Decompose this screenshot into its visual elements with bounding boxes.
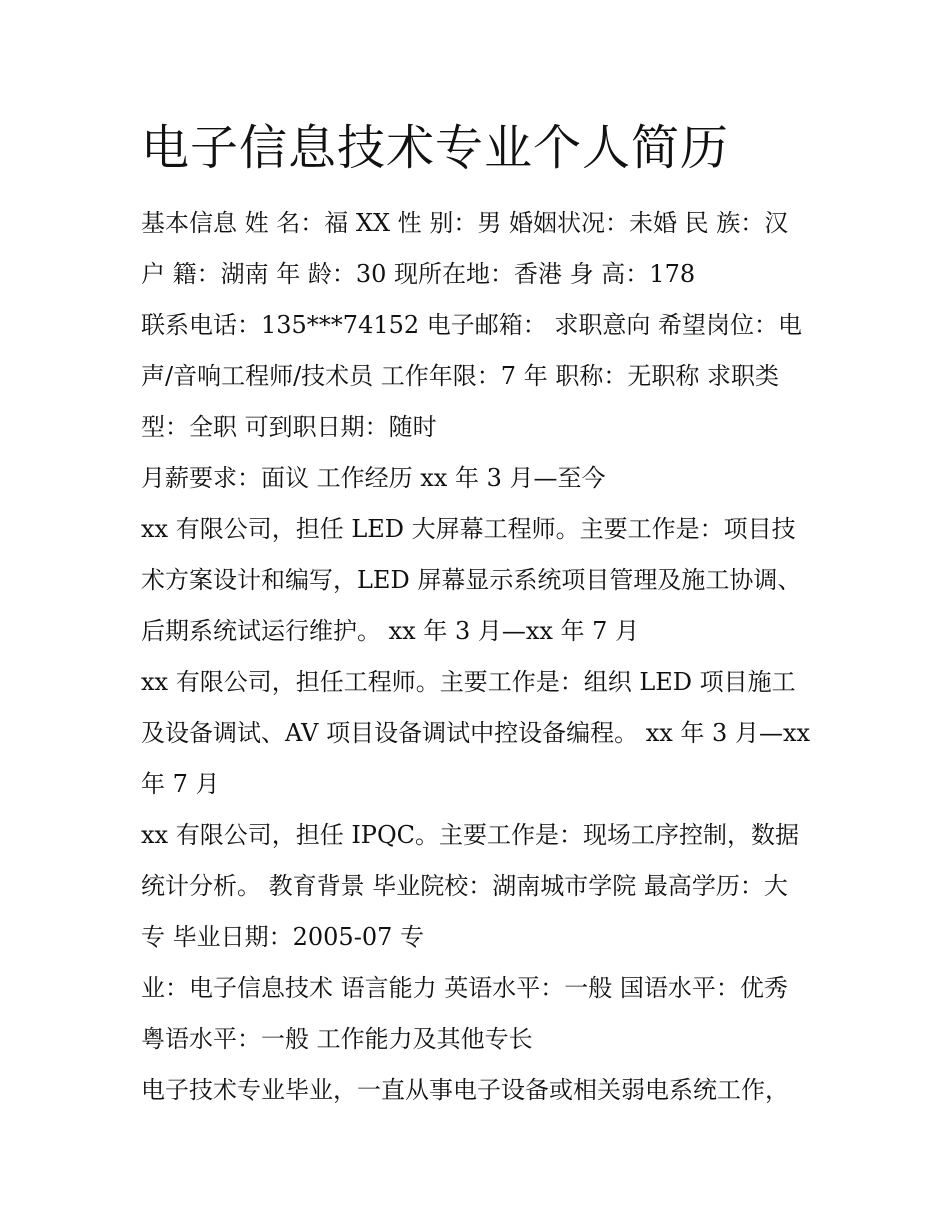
- text-line-experience-1-end: 后期系统试运行维护。 xx 年 3 月—xx 年 7 月: [141, 617, 640, 645]
- page-title: 电子信息技术专业个人简历: [141, 120, 730, 176]
- text-line-basic-info: 基本信息 姓 名：福 XX 性 别：男 婚姻状况：未婚 民 族：汉: [141, 209, 789, 237]
- text-line-experience-2-end: 年 7 月: [141, 770, 220, 798]
- text-line-summary: 电子技术专业毕业，一直从事电子设备或相关弱电系统工作，: [141, 1076, 789, 1104]
- text-line-job-type: 型：全职 可到职日期：随时: [141, 413, 437, 441]
- text-line-experience-2: xx 有限公司，担任工程师。主要工作是：组织 LED 项目施工: [141, 668, 796, 696]
- text-line-salary: 月薪要求：面议 工作经历 xx 年 3 月—至今: [141, 464, 606, 492]
- text-line-contact: 联系电话：135***74152 电子邮箱： 求职意向 希望岗位：电: [141, 311, 803, 339]
- text-line-experience-2-cont: 及设备调试、AV 项目设备调试中控设备编程。 xx 年 3 月—xx: [141, 719, 811, 747]
- resume-body: [141, 198, 841, 1116]
- text-line-graduation: 专 毕业日期：2005-07 专: [141, 923, 424, 951]
- text-line-experience-3: xx 有限公司，担任 IPQC。主要工作是：现场工序控制，数据: [141, 821, 799, 849]
- text-line-household: 户 籍：湖南 年 龄：30 现所在地：香港 身 高：178: [141, 260, 696, 288]
- text-line-position: 声/音响工程师/技术员 工作年限：7 年 职称：无职称 求职类: [141, 362, 779, 390]
- text-line-languages: 业：电子信息技术 语言能力 英语水平：一般 国语水平：优秀: [141, 974, 788, 1002]
- text-line-skills: 粤语水平：一般 工作能力及其他专长: [141, 1025, 533, 1053]
- text-line-education: 统计分析。 教育背景 毕业院校：湖南城市学院 最高学历：大: [141, 872, 788, 900]
- text-line-experience-1: xx 有限公司，担任 LED 大屏幕工程师。主要工作是：项目技: [141, 515, 796, 543]
- text-line-experience-1-cont: 术方案设计和编写，LED 屏幕显示系统项目管理及施工协调、: [141, 566, 802, 594]
